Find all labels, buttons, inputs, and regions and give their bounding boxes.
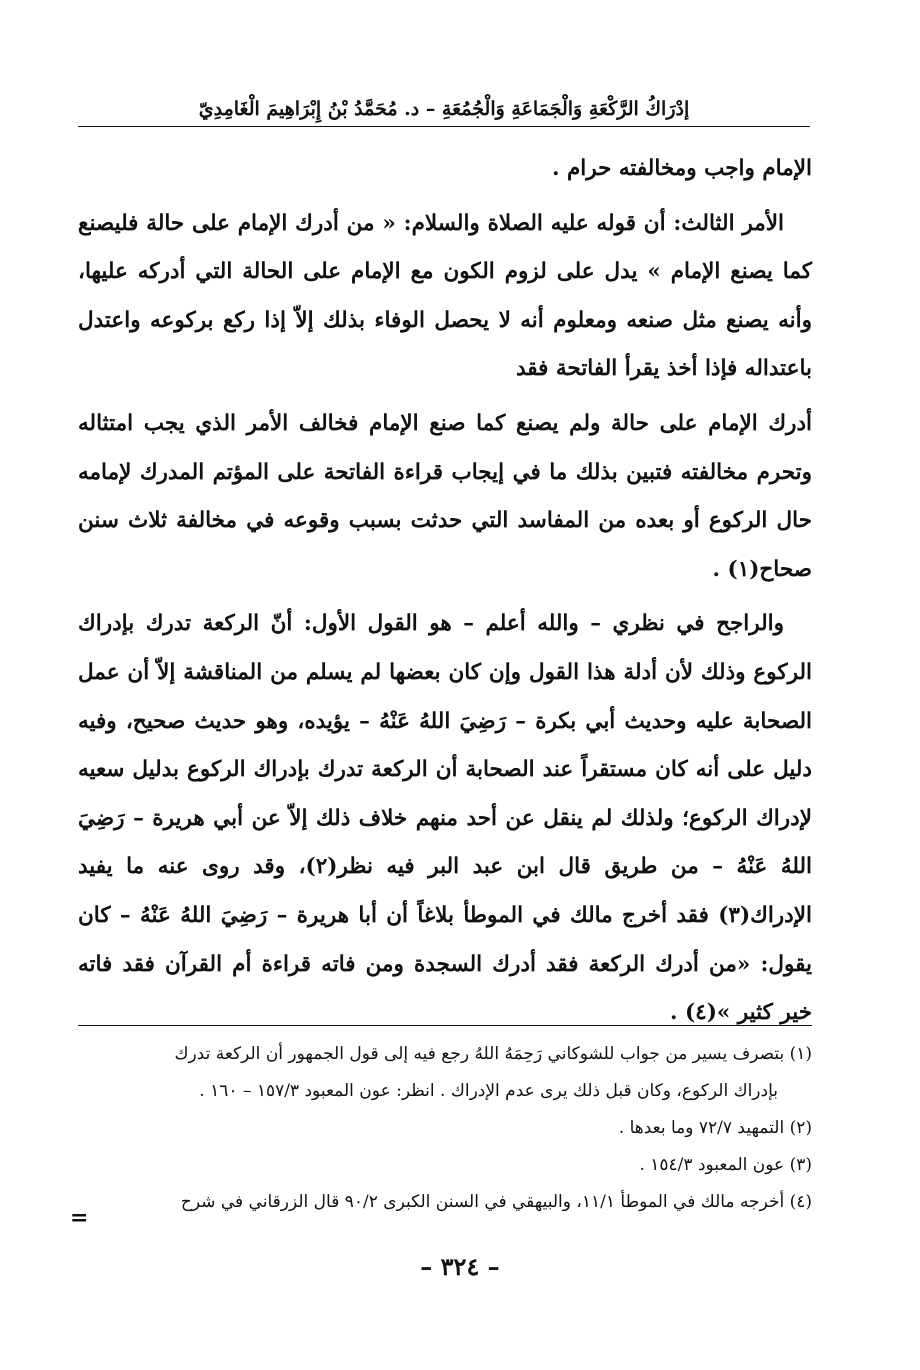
header-divider xyxy=(78,126,810,127)
footnotes xyxy=(78,1036,812,1221)
running-header: إدْرَاكُ الرَّكْعَةِ وَالْجَمَاعَةِ وَالْجُمُعَةِ – د. مُحَمَّدُ بْنُ إِبْرَاهِيمَ الْغَامِدِيّ xyxy=(198,98,690,120)
footnote-2: (٢) التمهيد ٧٢/٧ وما بعدها . xyxy=(618,1118,812,1138)
footnote-3: (٣) عون المعبود ١٥٤/٣ . xyxy=(639,1155,812,1175)
footnote-divider xyxy=(78,1025,812,1026)
paragraph-4: والراجح في نظري – والله أعلم – هو القول الأول: أنّ الركعة تدرك بإدراك الركوع وذلك لأن أدلة هذا القول وإن كان بعضها لم يسلم من المناقشة إلاّ أن عمل الصحابة عليه وحديث أبي بكرة – رَضِيَ اللهُ عَنْهُ – يؤيده، وهو حديث صحيح، وفيه دليل على أنه كان مستقراً عند الصحابة أن الركعة تدرك بإدراك الركوع بدليل سعيه لإدراك الركوع؛ ولذلك لم ينقل عن أحد منهم خلاف ذلك إلاّ عن أبي هريرة – رَضِيَ اللهُ عَنْهُ – من طريق قال ابن عبد البر فيه نظر(٢)، وقد روى عنه ما يفيد الإدراك(٣) فقد أخرج مالك في الموطأ بلاغاً أن أبا هريرة – رَضِيَ اللهُ عَنْهُ – كان يقول: «من أدرك الركعة فقد أدرك السجدة ومن فاته قراءة أم القرآن فقد فاته خير كثير »(٤) . xyxy=(78,611,812,1026)
main-text xyxy=(78,145,812,1038)
paragraph-2: الأمر الثالث: أن قوله عليه الصلاة والسلام: « من أدرك الإمام على حالة فليصنع كما يصنع الإمام » يدل على لزوم الكون مع الإمام على الحالة التي أدركه عليها، وأنه يصنع مثل صنعه ومعلوم أنه لا يحصل الوفاء بذلك إلاّ إذا ركع بركوعه واعتدل باعتداله فإذا أخذ يقرأ الفاتحة فقد xyxy=(78,210,812,382)
paragraph-3: أدرك الإمام على حالة ولم يصنع كما صنع الإمام فخالف الأمر الذي يجب امتثاله وتحرم مخالفته فتبين بذلك ما في إيجاب قراءة الفاتحة على المؤتم المدرك لإمامه حال الركوع أو بعده من المفاسد التي حدثت بسبب وقوعه في مخالفة ثلاث سنن صحاح(١) . xyxy=(78,410,812,582)
footnote-4: (٤) أخرجه مالك في الموطأ ١١/١، والبيهقي في السنن الكبرى ٩٠/٢ قال الزرقاني في شرح xyxy=(180,1192,812,1212)
footnote-1: (١) بتصرف يسير من جواب للشوكاني رَحِمَهُ اللهُ رجع فيه إلى قول الجمهور أن الركعة تدرك xyxy=(174,1044,812,1064)
footnote-1-continuation: بإدراك الركوع، وكان قبل ذلك يرى عدم الإدراك . انظر: عون المعبود ١٥٧/٣ – ١٦٠ . xyxy=(199,1081,778,1101)
footnote-continued-mark: = xyxy=(70,1205,89,1231)
page-number: – ٣٢٤ – xyxy=(420,1252,500,1281)
paragraph-1: الإمام واجب ومخالفته حرام . xyxy=(551,156,812,181)
